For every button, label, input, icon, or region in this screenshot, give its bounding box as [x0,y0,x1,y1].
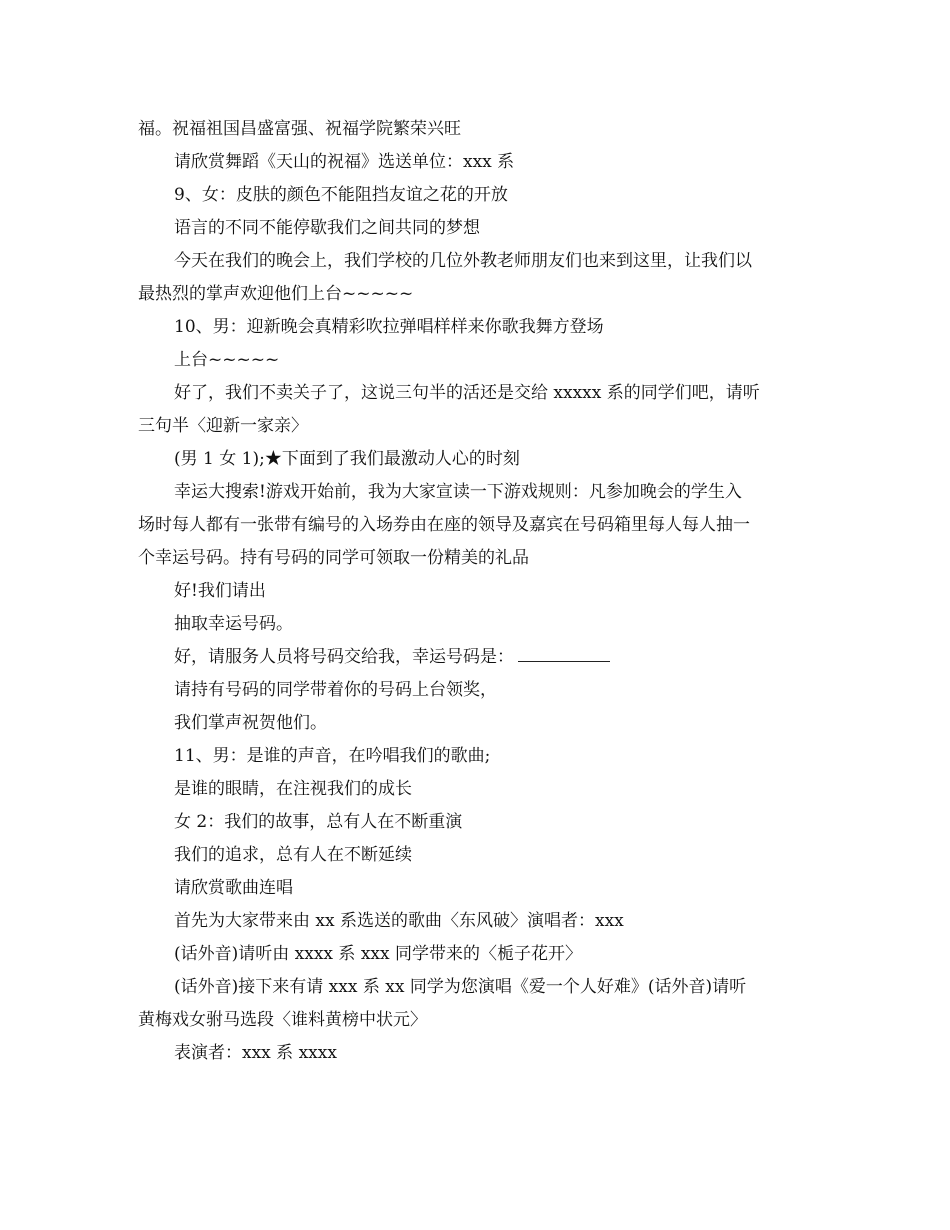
line-text: 个幸运号码。持有号码的同学可领取一份精美的礼品 [138,548,529,568]
text-line [138,1037,818,1070]
fill-in-blank [518,661,610,662]
line-text: 好了，我们不卖关子了，这说三句半的活还是交给 xxxxx 系的同学们吧，请听 [174,383,760,403]
line-text: 是谁的眼睛，在注视我们的成长 [174,779,412,799]
line-text: 11、男：是谁的声音，在吟唱我们的歌曲; [174,746,491,766]
line-text: 今天在我们的晚会上，我们学校的几位外教老师朋友们也来到这里，让我们以 [174,251,752,271]
line-text: 10、男：迎新晚会真精彩吹拉弹唱样样来你歌我舞方登场 [174,317,604,337]
text-line [138,674,818,707]
line-text: 语言的不同不能停歇我们之间共同的梦想 [174,218,480,238]
line-text: 抽取幸运号码。 [174,614,293,634]
line-text: 幸运大搜索!游戏开始前，我为大家宣读一下游戏规则：凡参加晚会的学生入 [174,482,742,502]
line-text: 黄梅戏女驸马选段〈谁料黄榜中状元〉 [138,1010,427,1030]
line-text: 三句半〈迎新一家亲〉 [138,416,308,436]
line-text: 好!我们请出 [174,581,266,601]
text-line [138,806,818,839]
text-line [138,971,818,1004]
text-line [138,443,818,476]
line-text: (话外音)接下来有请 xxx 系 xx 同学为您演唱《爱一个人好难》(话外音)请听 [174,977,747,997]
line-text: 福。祝福祖国昌盛富强、祝福学院繁荣兴旺 [138,119,461,139]
line-text: 请欣赏歌曲连唱 [174,878,293,898]
text-line [138,707,818,740]
line-text: 首先为大家带来由 xx 系选送的歌曲〈东风破〉演唱者：xxx [174,911,624,931]
text-line [138,146,818,179]
text-line [138,179,818,212]
line-text: 最热烈的掌声欢迎他们上台~~~~~ [138,284,414,304]
text-line [138,476,818,509]
line-text: 女 2：我们的故事，总有人在不断重演 [174,812,463,832]
text-line [138,641,818,674]
line-text: 9、女：皮肤的颜色不能阻挡友谊之花的开放 [174,185,508,205]
text-line [138,245,818,278]
text-line [138,773,818,806]
text-line [138,1004,818,1037]
text-line [138,278,818,311]
line-text: 我们掌声祝贺他们。 [174,713,327,733]
text-line [138,377,818,410]
text-line [138,905,818,938]
text-line [138,608,818,641]
text-line [138,542,818,575]
text-line [138,740,818,773]
text-line [138,311,818,344]
line-text: (男 1 女 1);★下面到了我们最激动人心的时刻 [174,449,520,469]
line-text: 场时每人都有一张带有编号的入场券由在座的领导及嘉宾在号码箱里每人每人抽一 [138,515,750,535]
line-text: 好，请服务人员将号码交给我，幸运号码是： [174,647,514,667]
text-line [138,839,818,872]
text-line [138,938,818,971]
text-line [138,344,818,377]
line-text: 上台~~~~~ [174,350,280,370]
line-text: 请欣赏舞蹈《天山的祝福》选送单位：xxx 系 [174,152,515,172]
line-text: (话外音)请听由 xxxx 系 xxx 同学带来的〈栀子花开〉 [174,944,582,964]
line-text: 表演者：xxx 系 xxxx [174,1043,337,1063]
text-line [138,509,818,542]
document-body [138,113,818,1070]
line-text: 我们的追求，总有人在不断延续 [174,845,412,865]
text-line [138,410,818,443]
text-line [138,113,818,146]
text-line [138,575,818,608]
text-line [138,212,818,245]
text-line [138,872,818,905]
line-text: 请持有号码的同学带着你的号码上台领奖， [174,680,497,700]
